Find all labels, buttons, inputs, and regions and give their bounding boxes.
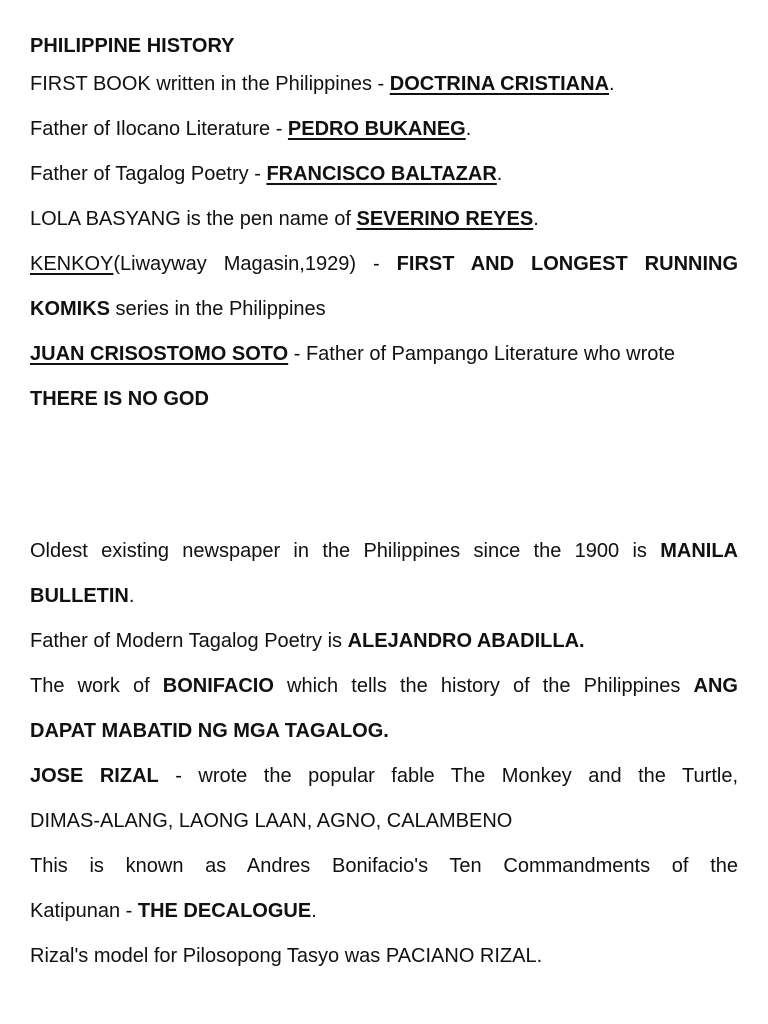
fact-kenkoy-line1 xyxy=(30,242,738,287)
fact-tagalog-poetry xyxy=(30,152,738,197)
fact-emphasis: DAPAT MABATID NG MGA TAGALOG. xyxy=(30,720,389,742)
fact-text: The work of xyxy=(30,675,163,697)
page-title: PHILIPPINE HISTORY xyxy=(30,35,235,57)
fact-text: . xyxy=(533,208,539,230)
fact-emphasis: MANILA xyxy=(660,540,738,562)
fact-emphasis: THE DECALOGUE xyxy=(137,900,312,922)
fact-rizal-line1 xyxy=(30,754,738,799)
fact-newspaper-line2 xyxy=(30,574,738,619)
fact-emphasis: ALEJANDRO ABADILLA. xyxy=(347,630,585,652)
fact-text: Father of Modern Tagalog Poetry is xyxy=(30,630,348,652)
fact-text: series in the Philippines xyxy=(110,298,326,320)
fact-bonifacio-line2 xyxy=(30,709,738,754)
fact-text: LOLA BASYANG is the pen name of xyxy=(30,208,357,230)
fact-lola-basyang xyxy=(30,197,738,242)
fact-emphasis: BONIFACIO xyxy=(162,675,274,697)
fact-modern-tagalog-poetry xyxy=(30,619,738,664)
fact-pampango-line2 xyxy=(30,377,738,422)
fact-text: . xyxy=(496,163,503,185)
fact-text: (Liwayway Magasin,1929) - xyxy=(113,253,397,275)
fact-text: Oldest existing newspaper in the Philippines since the 1900 is xyxy=(30,540,661,562)
fact-text: . xyxy=(128,585,135,607)
fact-text: which tells the history of the Philippines xyxy=(273,675,694,697)
fact-emphasis: BULLETIN xyxy=(30,585,129,607)
fact-emphasis: KOMIKS xyxy=(30,298,110,320)
fact-kenkoy-line2 xyxy=(30,287,738,332)
fact-ilocano-literature xyxy=(30,107,738,152)
fact-text: Katipunan - xyxy=(30,900,138,922)
fact-text: This is known as Andres Bonifacio's Ten Commandments of the xyxy=(30,855,738,877)
fact-text: Father of Tagalog Poetry - xyxy=(30,163,267,185)
fact-first-book xyxy=(30,62,738,107)
fact-bonifacio-line1 xyxy=(30,664,738,709)
fact-emphasis: ANG xyxy=(693,675,738,697)
fact-emphasis: JOSE RIZAL xyxy=(30,765,159,787)
fact-text: - wrote the popular fable The Monkey and the Turtle, xyxy=(158,765,738,787)
document-page xyxy=(30,30,738,979)
section-spacer xyxy=(30,422,738,529)
fact-text: . xyxy=(311,900,317,922)
fact-text: FIRST BOOK written in the Philippines - xyxy=(30,73,390,95)
fact-text: . xyxy=(465,118,472,140)
fact-answer: SEVERINO REYES xyxy=(356,208,534,230)
fact-answer: JUAN CRISOSTOMO SOTO xyxy=(30,343,289,365)
fact-answer: KENKOY xyxy=(30,253,114,275)
fact-decalogue-line2 xyxy=(30,889,738,934)
fact-answer: FRANCISCO BALTAZAR xyxy=(266,163,497,185)
fact-text: Father of Ilocano Literature - xyxy=(30,118,288,140)
fact-decalogue-line1 xyxy=(30,844,738,889)
fact-pilosopong-tasyo xyxy=(30,934,738,979)
fact-emphasis: FIRST AND LONGEST RUNNING xyxy=(396,253,739,275)
fact-text: DIMAS-ALANG, LAONG LAAN, AGNO, CALAMBENO xyxy=(30,810,513,832)
fact-text: - Father of Pampango Literature who wrote xyxy=(288,343,676,365)
fact-rizal-line2 xyxy=(30,799,738,844)
fact-answer: DOCTRINA CRISTIANA xyxy=(389,73,610,95)
fact-answer: PEDRO BUKANEG xyxy=(287,118,466,140)
fact-pampango-line1 xyxy=(30,332,738,377)
fact-text: . xyxy=(609,73,615,95)
fact-newspaper-line1 xyxy=(30,529,738,574)
fact-emphasis: THERE IS NO GOD xyxy=(30,388,209,410)
fact-text: Rizal's model for Pilosopong Tasyo was PACIANO RIZAL. xyxy=(30,945,543,967)
